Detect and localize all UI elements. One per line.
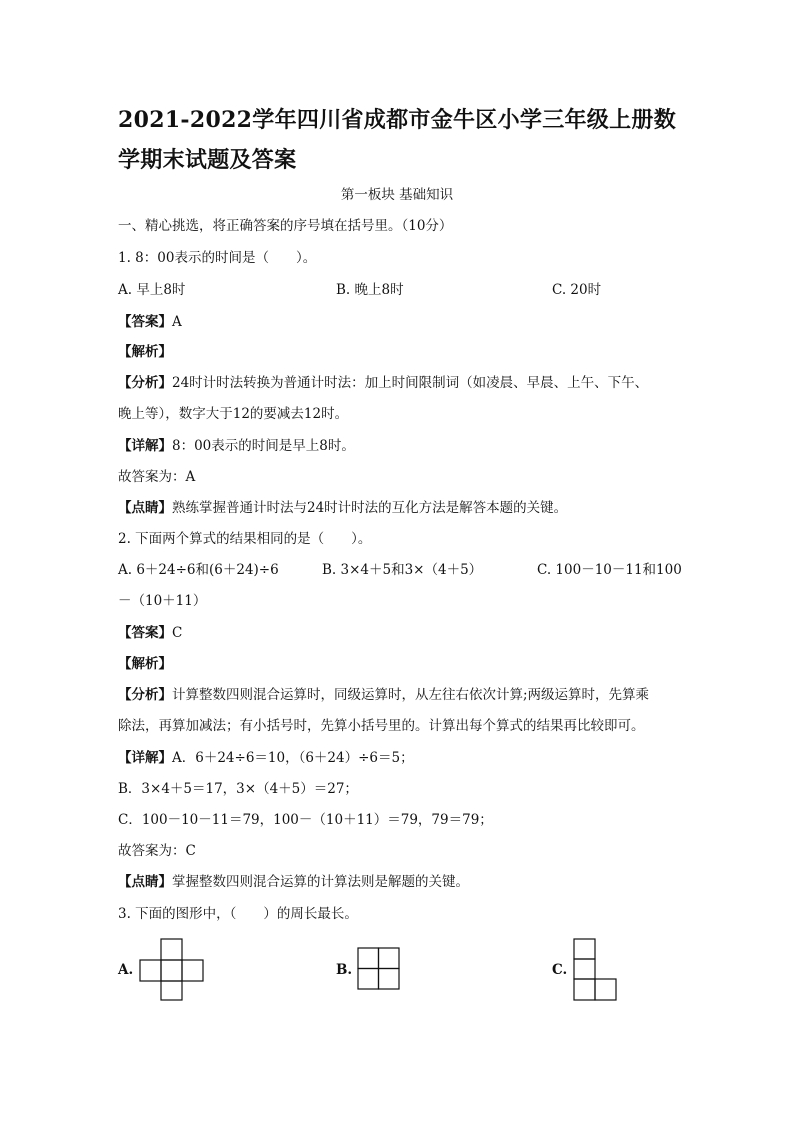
dianjing-tag: 【点睛】 [118,500,172,516]
q2-xiangjie-b: B．3×4＋5＝17，3×（4＋5）＝27； [118,781,358,797]
q2-xiangjie-a: A．6＋24÷6＝10，（6＋24）÷6＝5； [172,750,414,766]
section-title: 第一板块 基础知识 [340,187,454,203]
q2-option-b: B. 3×4＋5和3×（4＋5） [322,562,483,578]
q1-conclusion: 故答案为：A [118,469,196,485]
q2-conclusion: 故答案为：C [118,843,196,859]
q1-answer: A [172,314,182,330]
q2-dianjing: 掌握整数四则混合运算的计算法则是解题的关键。 [172,874,469,890]
square [161,939,182,960]
square [574,979,595,1000]
xiangjie-tag: 【详解】 [118,750,172,766]
q3-label-a: A. [118,962,134,978]
square [595,979,616,1000]
square [358,948,379,969]
q1-fenxi-line1 [118,374,648,392]
part1-heading: 一、精心挑选，将正确答案的序号填在括号里。（10分） [118,218,453,234]
q1-dianjing: 熟练掌握普通计时法与24时计时法的互化方法是解答本题的关键。 [172,500,568,516]
q3-stem: 3. 下面的图形中，（ ）的周长最长。 [118,906,358,922]
q2-xiangjie-c: C．100－10－11＝79，100－（10＋11）＝79，79＝79； [118,812,493,828]
q1-stem: 1. 8：00表示的时间是（ ）。 [118,250,317,266]
square [358,969,379,990]
square [379,969,400,990]
q2-option-c: C. 100－10－11和100 [537,562,682,578]
q1-dianjing-line [118,499,567,517]
square [574,939,595,959]
fenxi-tag: 【分析】 [118,687,172,703]
q2-answer-line [118,624,182,642]
q2-answer: C [172,625,183,641]
xiangjie-tag: 【详解】 [118,438,172,454]
q2-fenxi-line1 [118,686,649,704]
q1-answer-line [118,313,182,331]
q1-xiangjie-line [118,437,355,455]
q2-fenxi-line2: 除法，再算加减法；有小括号时，先算小括号里的。计算出每个算式的结果再比较即可。 [118,718,645,734]
q2-analysis-tag: 【解析】 [118,656,172,672]
fenxi-tag: 【分析】 [118,375,172,391]
answer-tag: 【答案】 [118,625,172,641]
q2-option-a: A. 6＋24÷6和(6＋24)÷6 [118,562,279,578]
square [574,959,595,979]
q1-xiangjie: 8：00表示的时间是早上8时。 [172,438,355,454]
square [182,960,203,981]
q3-label-b: B. [336,962,353,978]
q1-option-b: B. 晚上8时 [336,282,404,298]
q1-fenxi-line2: 晚上等），数字大于12的要减去12时。 [118,406,349,422]
square [161,960,182,981]
dianjing-tag: 【点睛】 [118,874,172,890]
q2-fenxi-text1: 计算整数四则混合运算时，同级运算时，从左往右依次计算;两级运算时，先算乘 [172,687,650,703]
q1-fenxi-text1: 24时计时法转换为普通计时法：加上时间限制词（如凌晨、早晨、上午、下午、 [172,375,649,391]
answer-tag: 【答案】 [118,314,172,330]
square [161,981,182,1000]
q3-figure-a-cross [140,938,206,1002]
square [140,960,161,981]
q2-stem: 2. 下面两个算式的结果相同的是（ ）。 [118,531,372,547]
q2-xiangjie-line [118,749,414,767]
q2-option-c-continued: －（10＋11） [118,593,207,609]
q3-figure-b-square [358,948,402,992]
document-title: 2021-2022学年四川省成都市金牛区小学三年级上册数学期末试题及答案 [118,107,676,173]
q3-figure-c-l-shape [574,938,618,1002]
q3-label-c: C. [552,962,568,978]
q1-option-c: C. 20时 [552,282,602,298]
q2-dianjing-line [118,873,469,891]
q1-analysis-tag: 【解析】 [118,344,172,360]
q1-option-a: A. 早上8时 [118,282,186,298]
square [379,948,400,969]
